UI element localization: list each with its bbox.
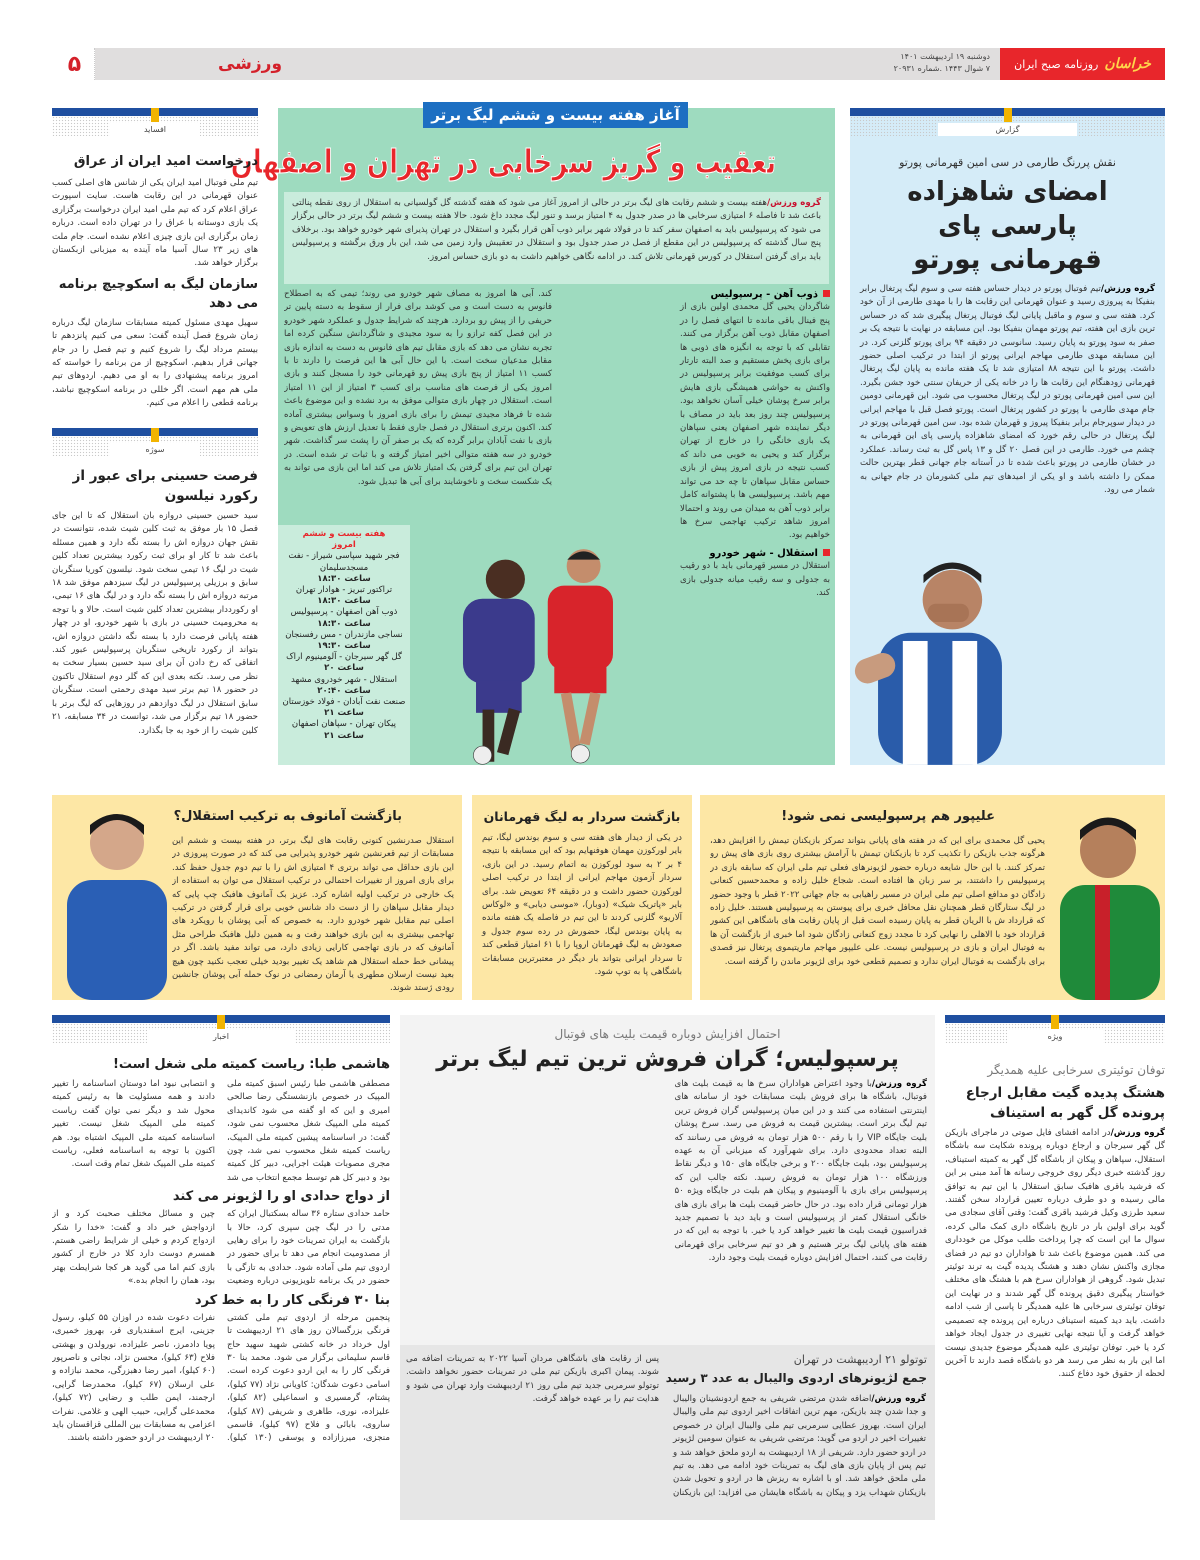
sardar-box	[472, 795, 692, 1000]
match1-body: شاگردان یحیی گل محمدی اولین بازی از پنج فینال باقی مانده تا انتهای فصل را در اصفهان مقابل ذوب آهن برگزار می کنند. تقابلی که با توجه به انگیزه های ذوبی ها برای بازی پخش مستقیم و صد البته تارتار برای کسب موفقیت برابر پرسپولیس در واکنش به حواشی همیشگی بازی هایش برابر سرخ پوشان خیلی آسان نخواهد بود. پرسپولیس چند روز بعد باید در مصاف با دیگر نماینده شهر اصفهان یعنی سپاهان یک بازی خانگی را در خارج از تهران برگزار کند و یحیی به خوبی می داند که کسب نتیجه در بازی امروز پیش از بازی حساس مقابل سپاهان تا چه حد می تواند مهم باشد. پرسپولیسی ها با پشتوانه کامل برابر ذوب آهن به میدان می روند و احتمالا امروز شاهد ترکیب تهاجمی سرخ ها خواهیم بود.	[680, 302, 830, 541]
main-title: تعقیب و گریز سرخابی در تهران و اصفهان	[230, 142, 777, 181]
special-body-text: در ادامه افشای فایل صوتی در ماجرای بازیکن گل گهر سیرجان و ارجاع دوباره پرونده شکایت سه باشگاه استقلال، سپاهان و پیکان از باشگاه گل گهر به کمیته استیناف، روز گذشته خبری دیگر روی خروجی رسانه ها آمد مبنی بر این که فرشید باقری هافبک سابق استقلال با این تیم به توافق مالی رسیده و دو طرف درباره تعیین قرارداد سخن گفتند. سعید طرزی وکیل فرشید باقری گفت: وقتی آقای سجادی می گوید برای اولین بار در تاریخ باشگاه داری کمک مالی کرده، سوال ما این است که چرا پرداخت طلب موکل من خودداری می کند. همین موضوع باعث شد تا هواداران دو تیم در فضای مجازی واکنش نشان دهند و هشتگ پدیده گیت به ترند توئیتر تبدیل شود. گروهی از هواداران سرخ هم با هشتگ های مختلف خواستار پیگیری دقیق پرونده گل گهر شدند و در نهایت این توفان توئیتری سرخابی ها علیه همدیگر تا پاسی از شب ادامه داشت. باید دید کمیته استیناف درباره این پرونده چه تصمیمی خواهد گرفت و آیا نتیجه نهایی تغییری در جدول ایجاد خواهد کرد یا خیر. توفان توئیتری علیه همدیگر موضوع جدیدی نیست اما این بار به نظر می رسد هر دو باشگاه قصد دارند تا آخرین لحظه از حقوق خود دفاع کنند.	[945, 1128, 1165, 1380]
volleyball-title: جمع لژیونرهای اردوی والیبال به عدد ۳ رسید	[665, 1371, 927, 1385]
match2-title: استقلال - شهر خودرو	[709, 547, 818, 559]
taremi-photo	[845, 550, 1035, 765]
schedule-match-time: ساعت ۲۱	[324, 708, 364, 719]
main-intro-text: هفته بیست و ششم رقابت های لیگ برتر در حالی از امروز آغاز می شود که هفته گذشته گل گولسیانی به استقلال از روی نقطه پنالتی باعث شد تا فاصله ۶ امتیازی سرخابی ها در صدر جدول به ۴ امتیاز برسد و تنور لیگ مجدد داغ شود. حالا هفته بیست و ششم لیگ برتر در حالی برگزار می شود که پرسپولیس باید به اصفهان سفر کند تا در فولاد شهر برابر ذوب آهن قرار بگیرد و استقلال در تهران پذیرای شهر خودرو خواهد بود. برخلاف پنج سال گذشته که پرسپولیس در این مقطع از فصل در صدر جدول بود و استقلال در تعقیبش وارد زمین می شد، این بار ورق برگشته و پرسپولیس باید برای گرفتن استقلال در کورس قهرمانی تلاش کند. در ادامه نگاهی خواهیم داشت به دو بازی حساس امروز.	[292, 198, 821, 262]
subject-title: فرصت حسینی برای عبور از رکورد نیلسون	[72, 468, 258, 504]
schedule-match-teams: استقلال - شهر خودروی مشهد	[290, 674, 397, 685]
tickets-body-text: با وجود اعتراض هواداران سرخ ها به قیمت بلیت های فوتبال، باشگاه ها برای فروش بلیت مسابقات خود از سامانه های اینترنتی استفاده می کنند و در این میان پرسپولیس گران فروش ترین تیم لیگ برتر است. بیشترین قیمت به فروش می رسد. سرخ پوشان بلیت جایگاه VIP را با رقم ۵۰۰ هزار تومان به فروش می رسانند که البته تعداد محدودی دارد. برای شهرآورد که میزبانی آن به عهده پرسپولیس بود، بلیت جایگاه ۲۰۰ و برخی جایگاه های ۱۵۰ و دیگر نقاط ورزشگاه ۱۰۰ هزار تومان به فروش رسید. نکته جالب این که پرسپولیس برای بازی با آلومینیوم و پیکان هم بلیت در جایگاه ویژه ۵۰ هزار تومانی قرار داده بود. در حال حاضر قیمت بلیت ها برای بازی های خانگی استقلال کمتر از پرسپولیس است و باید دید با تصمیم جدید فدراسیون قیمت بلیت ها تغییر خواهد کرد یا خیر. با توجه به این که در هفته های پایانی لیگ برتر هستیم و هر دو تیم سرخابی برای قهرمانی رقابت می کنند، احتمال افزایش دوباره قیمت بلیت وجود دارد.	[674, 1079, 928, 1264]
schedule-box	[278, 525, 410, 765]
schedule-match-teams: صنعت نفت آبادان - فولاد خوزستان	[282, 697, 406, 708]
news-label-strip	[52, 1015, 390, 1043]
schedule-match-time: ساعت ۱۹:۳۰	[317, 641, 371, 652]
offside-title-2: سازمان لیگ به اسکوچیچ برنامه می دهد	[58, 276, 258, 311]
main-intro	[284, 192, 829, 284]
tickets-article	[400, 1015, 935, 1345]
logo-subtitle: روزنامه صبح ایران	[1014, 57, 1099, 71]
volleyball-lead: گروه ورزش/	[871, 1394, 926, 1404]
bullet-square-icon	[823, 290, 830, 297]
report-lead: گروه ورزش/	[1100, 284, 1156, 294]
special-label: ویژه	[1007, 1030, 1104, 1043]
tickets-kicker: احتمال افزایش دوباره قیمت بلیت های فوتبال	[554, 1027, 781, 1041]
volleyball-body-text: اضافه شدن مرتضی شریفی به جمع اردونشینان والیبال و جدا شدن چند بازیکن، مهم ترین اتفاقات اخیر اردوی تیم ملی والیبال ایران است. بهروز عطایی سرمربی تیم ملی والیبال ایران در خصوص تغییرات اخیر در اردو می گوید: مرتضی شریفی به عنوان سومین لژیونر در اردو حضور دارد. شریفی از ۱۸ اردیبهشت به اردو ملحق خواهد شد و تیم پس از پایان بازی های لیگ به تمرینات خود ادامه می دهد. به تیم ملی ملحق خواهد شد. او با اشاره به ریزش ها در اردو و تحویل شدن بازیکنان شهداب یزد و پیکان به باشگاه هایشان می افزاید: این بازیکنان پس از رقابت های باشگاهی مردان آسیا ۲۰۲۲ به تمرینات اضافه می شوند. پیمان اکبری بازیکن تیم ملی در تمرینات حضور نخواهد داشت. توتولو سرمربی جدید تیم ملی روز ۲۱ اردیبهشت وارد تهران می شود و هدایت تیم را بر عهده خواهد گرفت.	[406, 1354, 926, 1498]
subject-label: سوژه	[110, 443, 201, 456]
news-column	[52, 1015, 390, 1540]
special-lead: گروه ورزش/	[1110, 1128, 1165, 1138]
special-title: هشتگ پدیده گیت مقابل ارجاع پرونده گل گهر به استیناف	[965, 1085, 1165, 1121]
subject-label-strip	[52, 428, 258, 456]
amanov-body: استقلال صدرنشین کنونی رقابت های لیگ برتر، در هفته بیست و ششم این مسابقات از تیم قعرنشین شهر خودرو پذیرایی می کند که در صورت پیروزی در این بازی حداقل می تواند برتری ۴ امتیازی اش را با تیم دوم جدول حفظ کند. برای بازی امروز از تغییرات احتمالی در ترکیب استقلال می توان به استفاده از یک خارجی در ترکیب اولیه اشاره کرد. عزیز بک آمانوف هافبک چپ پایی که دیدار مقابل سپاهان را از دست داد شانس خوبی برای قرار گرفتن در ترکیب اصلی تیم مقابل شهر خودرو دارد. به خصوص که آبی پوشان با رویکرد های تهاجمی بیشتری به این بازی خواهند رفت و به همین دلیل هافبک طراحی مثل آمانوف که در بازی تهاجمی کارایی زیادی دارد، می تواند مفید باشد. اگر در پیشانی خط حمله استقلال هم شاهد یک تغییر بودید خیلی تعجب نکنید چون هیچ بعید نیست ارسلان مطهری یا آرمان رمضانی در نوک حمله آبی پوشان جانشین رودی ژستد شوند.	[172, 836, 454, 994]
schedule-match-teams: فجر شهید سپاسی شیراز - نفت مسجدسلیمان	[288, 551, 400, 573]
schedule-match-time: ساعت ۱۸:۳۰	[317, 618, 371, 629]
issue-date	[880, 51, 990, 75]
schedule-match-teams: پیکان تهران - سپاهان اصفهان	[291, 719, 397, 730]
schedule-match-teams: نساجی مازندران - مس رفسنجان	[285, 629, 403, 640]
section-title: ورزشی	[217, 54, 283, 74]
volleyball-article	[400, 1345, 935, 1520]
col2-column: کند. آبی ها امروز به مصاف شهر خودرو می روند؛ تیمی که به اصطلاح فانوس به دست است و می کوشد برای فرار از سقوط به دسته پایین تر حریفی را از پیش رو بردارد. هرچند که شرایط جدول و عملکرد شهر خودرو در این فصل کفه ترازو را به سود مجیدی و شاگردانش سنگین کرده اما تجربه نشان می دهد که بازی مقابل تیم های فانوس به دست به اندازه بازی مقابل مدعیان سخت است. با این حال آبی ها این فرصت را دارند تا با کسب ۱۱ امتیاز از پنج بازی پیش رو قهرمانی خود را مسجل کنند و بازی امروز یکی از فرصت های مناسب برای کسب ۳ امتیاز از این ۱۱ امتیاز است. استقلال در چهار بازی متوالی موفق به برد نشده و این موضوع باعث شده تا فرهاد مجیدی تیمش را برای بازی امروز با وسواس بیشتری آماده کند. اکنون برتری استقلال در فصل جاری فقط با تعدیل ارزش های تعویض و بازی با نفت آبادان برابر گرده که یک بر صفر آن را پشت سر گذاشت. شهر خودرو در سه هفته متوالی اخیر امتیاز گرفته و با ثبات تر شده است. در تهران این تیم برای گرفتن یک امتیاز تلاش می کند اما این بازی می تواند به یک شکست سخت و ناخوشایند برای آبی ها تبدیل شود.	[284, 289, 552, 487]
report-label: گزارش	[938, 123, 1077, 136]
schedule-match-teams: تراکتور تبریز - هوادار تهران	[295, 585, 393, 596]
alipour-title: علیپور هم پرسپولیسی نمی شود!	[781, 809, 995, 824]
date-line-1: دوشنبه ۱۹ اردیبهشت ۱۴۰۱	[900, 52, 990, 61]
schedule-match-teams: گل گهر سیرجان - آلومینیوم اراک	[286, 652, 402, 663]
volleyball-kicker: توتولو ۲۱ اردیبهشت در تهران	[793, 1353, 927, 1366]
sardar-title: بازگشت سردار به لیگ قهرمانان	[483, 809, 681, 824]
schedule-match-time: ساعت ۲۰:۴۰	[317, 685, 371, 696]
schedule-match-time: ساعت ۱۸:۳۰	[317, 573, 371, 584]
tickets-lead: گروه ورزش/	[871, 1079, 927, 1089]
offside-body-1: تیم ملی فوتبال امید ایران یکی از شانس های اصلی کسب عنوان قهرمانی در این رقابت هاست. سایت اسپورت عراق اعلام کرد که تیم ملی امید ایران درخواست برگزاری یک بازی دوستانه با عراق را در تهران داده است. درباره زمان برگزاری این بازی چیزی اعلام نشده است. جام ملت های زیر ۲۳ سال آسیا ماه آینده به میزبانی ازبکستان برگزار خواهد شد.	[52, 178, 259, 269]
schedule-match-teams: ذوب آهن اصفهان - پرسپولیس	[290, 607, 398, 618]
offside-body-2: سهیل مهدی مسئول کمیته مسابقات سازمان لیگ درباره زمان شروع فصل آینده گفت: سعی می کنیم پانزدهم تا بیستم مرداد لیگ را شروع کنیم و تیم فصل را در جام جهانی قرار بدهیم. اسکوچیچ از من برنامه را خواسته که امروز برنامه پیشنهادی را به او می دهیم. اردوهای تیم ملی هم مهم است. اگر خللی در برنامه اسکوچیچ نباشد، برنامه قطعی را اعلام می کنیم.	[52, 317, 258, 409]
amanov-photo	[62, 795, 172, 1000]
players-photo	[412, 540, 677, 765]
special-column	[945, 1015, 1165, 1540]
offside-label-strip	[52, 108, 258, 136]
special-kicker: توفان توئیتری سرخابی علیه همدیگر	[987, 1063, 1165, 1077]
newspaper-logo	[1000, 48, 1165, 80]
news-body-3: پنجمین مرحله از اردوی تیم ملی کشتی فرنگی بزرگسالان روز های ۲۱ اردیبهشت تا اول خرداد در خانه کشتی شهید سهید حاج قاسم سلیمانی برگزار می شود. محمد بنا ۳۰ فرنگی کار را به این اردو دعوت کرده است. اسامی دعوت شدگان: کاویانی نژاد (۷۷ کیلو)، پشتام، گرمسیری و اسماعیلی (۸۲ کیلو)، علیزاده، نوری، طاهری و شریفی (۸۷ کیلو)، ساروی، بابائی و فلاح (۹۷ کیلو)، قاسمی منجزی، میرزازاده و یوسفی (۱۳۰ کیلو). نفرات دعوت شده در اوزان ۵۵ کیلو، رسول جزینی، ایرج اسفندیاری فر، بهروز خمیری، پویا دادمرز، ناصر علیزاده، نورولدن و بهشتی فلاح (۶۳ کیلو)، محسن نژاد، نجاتی و ناصرپور (۶۰ کیلو)، امیر رضا دهبزرگی، محمد نبازاده و علی ارسلان (۶۷ کیلو)، محمدرضا گرایی، ارجمند، ایمن طلب و رضایی (۷۲ کیلو)، محمدعلی گرایی، حبیب الهی و غلامی. نفرات اعزامی به مسابقات بین المللی قزاقستان باید ۲۰ اردیبهشت در اردو حضور داشته باشند.	[52, 1312, 390, 1444]
report-label-strip	[850, 108, 1165, 136]
subject-column	[52, 428, 258, 765]
volleyball-body	[406, 1353, 926, 1513]
alipour-body: یحیی گل محمدی برای این که در هفته های پایانی بتواند تمرکز بازیکنان تیمش را افزایش دهد، هرگونه جذب بازیکن را تکذیب کرد تا بازیکنان تیمش با آرامش بیشتری روی بازی های پیش رو تمرکز کنند. با این حال شایعه درباره حضور لژیونرهای فعلی تیم ملی ایران که سابقه بازی در پرسپولیس را داشتند، بر سر زبان ها افتاده است. شجاع خلیل زاده و محمدحسین کنعانی زادگان دو مدافع اصلی تیم ملی ایران در مسیر راهیابی به جام جهانی ۲۰۲۲ قطر با وجود حضور در لیگ ستارگان قطر همچنان نقل محافل خبری برای پیوستن به پرسپولیس هستند. خلیل زاده که قرارداد ش با الریان قطر به پایان رسیده است قبل از پایان رقابت های باشگاهی این کشور قرارداد خود با الاهلی را نهایی کرد تا مجدد زوج کنعانی زادگان شود اما خبری از بازگشت آن ها به فوتبال ایران و بازی در پرسپولیس نیست. علی علیپور مهاجم ماریتیموی پرتغال نیز قصدی برای بازگشت به فوتبال ایران ندارد و تصمیم قطعی خود برای لژیونر ماندن را گرفته است.	[710, 836, 1045, 967]
amanov-title: بازگشت آمانوف به ترکیب استقلال؟	[173, 809, 402, 824]
schedule-match-time: ساعت ۲۰	[324, 663, 364, 674]
bullet-square-icon	[823, 549, 830, 556]
main-kicker: آغاز هفته بیست و ششم لیگ برتر	[423, 102, 688, 128]
date-line-2: ۷ شوال ۱۴۴۳ .شماره ۲۰۹۳۱	[893, 64, 990, 73]
schedule-title: هفته بیست و ششم	[302, 529, 386, 539]
schedule-match-time: ساعت ۱۸:۳۰	[317, 596, 371, 607]
offside-title-1: درخواست امید ایران از عراق	[73, 154, 258, 169]
alipour-photo	[1050, 795, 1165, 1000]
main-lead: گروه ورزش/	[766, 198, 822, 208]
report-title: امضای شاهزاده پارسی پای قهرمانی پورتو	[907, 177, 1108, 275]
tickets-title: پرسپولیس؛ گران فروش ترین تیم لیگ برتر	[436, 1047, 899, 1072]
news-body-1: مصطفی هاشمی طبا رئیس اسبق کمیته ملی المپیک در خصوص بازنشستگی رضا صالحی امیری و این که او گفته می شود کاندیدای کمیته ملی المپیک شغل محسوب نمی شود، گفت: در اساسنامه پیشین کمیته ملی المپیک، ریاست کمیته شغل محسوب نمی شد، چون مجری مصوبات هیئت اجرایی، دبیر کل کمیته بود و دبیر کل هم توسط مجمع انتخاب می شد و انتصابی نبود اما دوستان اساسنامه را تغییر دادند و همه مسئولیت ها به رئیس کمیته محول شد و دیگر نمی توان گفت ریاست کمیته ملی المپیک شغل نیست. تغییر اساسنامه کمیته ملی المپیک اشتباه بود. هم اکنون با توجه به اساسنامه فعلی، ریاست کمیته ملی المپیک شغل تمام وقت است.	[52, 1079, 390, 1183]
page-number: ۵	[55, 48, 95, 80]
news-label: اخبار	[147, 1030, 296, 1043]
sardar-body: در یکی از دیدار های هفته سی و سوم بوندس لیگا، تیم بایر لورکوزن مهمان هوفنهایم بود که این مسابقه با نتیجه ۴ بر ۲ به سود لورکوزن به اتمام رسید. در این بازی، سردار آزمون مهاجم ایرانی از ابتدا در ترکیب اصلی لورکوزن حضور داشت و در دقیقه ۶۴ تعویض شد. برای بایر «پاتریک شیک» (دوبار)، «موسی دیابی» و «لوکاس آلاریو» گلزنی کردند تا این تیم در فاصله یک هفته مانده به پایان بوندس لیگا، حضورش در رده سوم جدول و صعودش به لیگ قهرمانان اروپا را با ۶۱ امتیاز قطعی کند تا سردار ایرانی بتواند بار دیگر در معتبرترین مسابقات باشگاهی پا به توپ شود.	[482, 833, 682, 978]
news-body-2: حامد حدادی ستاره ۳۶ ساله بسکتبال ایران که مدتی را در لیگ چین سپری کرد، حالا با بازگشت به ایران تمرینات خود را برای رهایی از مصدومیت انجام می دهد تا برای حضور در اردوی تیم ملی آماده شود. حدادی به تازگی با حضور در یک برنامه تلویزیونی درباره وضعیت چین و مسائل مختلف صحبت کرد و از ازدواجش خبر داد و گفت: «خدا را شکر ازدواج کردم و خیلی از شرایط راضی هستم. همسرم دوست دارد کلا در خارج از کشور بازی کنم اما می گوید هر کجا شرایطت بهتر بود، همان را انجام بده.»	[52, 1209, 390, 1287]
news-title-1: هاشمی طبا: ریاست کمیته ملی شغل است!	[112, 1057, 390, 1072]
special-body	[945, 1127, 1165, 1382]
match2-body: استقلال در مسیر قهرمانی باید با دو رقیب به جدولی و سه رقیب میانه جدولی بازی کند.	[680, 561, 830, 598]
offside-column	[52, 108, 258, 411]
special-label-strip	[945, 1015, 1165, 1043]
subject-body: سید حسین حسینی دروازه بان استقلال که تا این جای فصل ۱۵ بار موفق به ثبت کلین شیت شده، نتوانست در نقش جهان دروازه اش را بسته نگه دارد و همین مسئله باعث شد تا کار او برای ثبت رکورد بیشترین تعداد کلین شیت در لیگ ۱۶ تیمی سخت شود. نیلسون کوریا سنگربان سابق و برزیلی پرسپولیس در لیگ سیزدهم موفق شد ۱۸ مرتبه دروازه اش را بسته نگه دارد و در لیگ های ۱۶ تیمی، او رکورددار بیشترین تعداد کلین شیت است. حالا و با توجه به محرومیت حسینی در بازی با شهر خودرو، او در چهار هفته پایانی فرصت دارد با بسته نگه داشتن دروازه اش، بتواند از رکورد تاریخی سنگربان پرسپولیس عبور کند. اتفاقی که رخ دادن آن برای سید حسین بسیار سخت به نظر می رسد. نکته بعدی این که گلر دوم استقلال تاکنون در حضور ۱۸ تیم برتر سید مهدی رحمتی است. سنگربان سابق استقلال در لیگ دوازدهم در روزهایی که لیگ برتر با حضور ۱۸ تیم برگزار می شد، توانست در ۳۴ مسابقه، ۲۱ کلین شیت را از خود به جا بگذارد.	[52, 511, 258, 736]
match1-title: ذوب آهن - پرسپولیس	[710, 289, 818, 300]
report-body	[850, 283, 1165, 498]
schedule-match-time: ساعت ۲۱	[324, 730, 364, 741]
news-title-2: از دواج حدادی او را لژیونر می کند	[172, 1189, 390, 1205]
schedule-subtitle: امروز	[332, 540, 356, 551]
report-kicker: نقش پررنگ طارمی در سی امین قهرمانی پورتو	[899, 156, 1116, 169]
schedule-list	[278, 551, 410, 741]
news-title-3: بنا ۳۰ فرنگی کار را به خط کرد	[194, 1292, 390, 1308]
offside-label: افساید	[110, 123, 201, 136]
tickets-body	[400, 1078, 935, 1328]
logo-brand: خراسان	[1104, 56, 1151, 72]
report-body-text: تیم فوتبال پورتو در دیدار حساس هفته سی و سوم لیگ پرتغال برابر بنفیکا به پیروزی رسید و عنوان قهرمانی این رقابت ها را با مهدی طارمی از آن خود کرد. هفته سی و سوم و ماقبل پایانی لیگ فوتبال پرتغال پیگیری شد که در حساس ترین بازی این هفته، تیم پورتو مهمان بنفیکا بود. این مسابقه در نهایت با نتیجه یک بر صفر به سود پورتو به پایان رسید. سانوسی در دقیقه ۹۴ برای پورتو گلزنی کرد. در این مسابقه مهدی طارمی مهاجم ایرانی پورتو از ابتدا در ترکیب اصلی حضور داشت. پورتو با این نتیجه ۸۸ امتیازی شد تا یک هفته مانده به پایان لیگ پرتغال قهرمانی زودهنگام این رقابت ها را در خانه یکی از حریفان سنتی خود جشن بگیرد. این سی امین قهرمانی پورتو در لیگ پرتغال محسوب می شود. این قهرمانی دومین جام مهدی طارمی با پورتو در کشور پرتغال است. پورتو فصل قبل با مهاجم ایرانی در دیدار سوپرجام برابر بنفیکا پیروز و قهرمان شده بود. سن امین قهرمانی پورتو در لیگ پرتغال در حالی رقم خورد که امضای شاهزاده پارسی پای این قهرمانی به چشم می خورد. طارمی در این فصل ۲۰ گل و ۱۳ پاس گل به ثبت رساند. عملکرد در خشان طارمی در پورتو باعث شده تا در آستانه جام جهانی قطر بهترین حالت ممکن را داشته باشد و او یکی از امیدهای تیم ملی کشورمان در جام جهانی به شمار می رود.	[860, 284, 1155, 496]
